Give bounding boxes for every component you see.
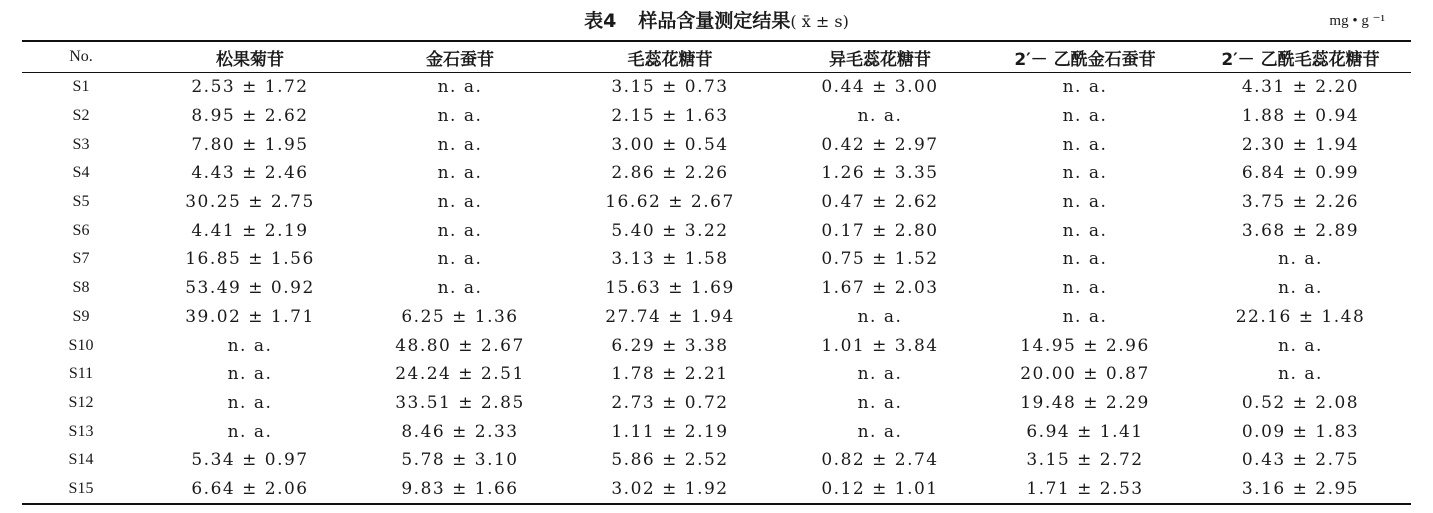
- value-cell: n. a.: [1062, 278, 1108, 299]
- value-cell: 6.64 ± 2.06: [140, 475, 360, 505]
- value-cell: n. a.: [437, 134, 483, 155]
- value-cell: 30.25 ± 2.75: [185, 192, 315, 213]
- value-cell: n. a.: [437, 278, 483, 299]
- sample-id-cell: S12: [68, 393, 94, 411]
- value-cell: n. a.: [857, 364, 903, 385]
- table-row: [22, 274, 1411, 303]
- table-row: [22, 245, 1411, 274]
- value-cell: n. a.: [857, 392, 903, 413]
- value-cell: n. a.: [1062, 106, 1108, 127]
- column-header: 2′－ 乙酰金石蚕苷: [980, 41, 1190, 73]
- value-cell: n. a.: [1062, 134, 1108, 155]
- value-cell: 2.15 ± 1.63: [611, 106, 729, 127]
- unit-label: mg • g ⁻¹: [1329, 13, 1385, 29]
- table-row: [22, 331, 1411, 360]
- table-caption: [0, 8, 1433, 35]
- content-table: [22, 40, 1411, 505]
- value-cell: 4.43 ± 2.46: [191, 163, 309, 184]
- value-cell: 1.71 ± 2.53: [980, 475, 1190, 505]
- sample-id-cell: S15: [22, 475, 140, 505]
- table-row: [22, 188, 1411, 217]
- value-cell: 39.02 ± 1.71: [185, 306, 315, 327]
- value-cell: 1.78 ± 2.21: [611, 364, 729, 385]
- value-cell: 5.86 ± 2.52: [611, 450, 729, 471]
- value-cell: 3.02 ± 1.92: [560, 475, 780, 505]
- value-cell: 2.53 ± 1.72: [191, 77, 309, 98]
- value-cell: n. a.: [1278, 278, 1323, 299]
- value-cell: 19.48 ± 2.29: [1020, 392, 1150, 413]
- value-cell: 0.43 ± 2.75: [1241, 450, 1360, 471]
- value-cell: 5.78 ± 3.10: [401, 450, 519, 471]
- table-row: [22, 475, 1411, 505]
- value-cell: n. a.: [1278, 364, 1323, 385]
- sample-id-cell: S9: [72, 307, 90, 325]
- value-cell: n. a.: [1278, 335, 1323, 356]
- value-cell: 16.62 ± 2.67: [605, 192, 735, 213]
- value-cell: 33.51 ± 2.85: [395, 392, 525, 413]
- value-cell: 53.49 ± 0.92: [185, 278, 315, 299]
- value-cell: n. a.: [227, 364, 273, 385]
- table-header: [22, 41, 1411, 73]
- sample-id-cell: S1: [72, 78, 90, 96]
- value-cell: 6.84 ± 0.99: [1241, 163, 1360, 184]
- value-cell: 27.74 ± 1.94: [605, 306, 735, 327]
- value-cell: n. a.: [1062, 192, 1108, 213]
- sample-id-cell: S7: [72, 250, 90, 268]
- table-row: [22, 216, 1411, 245]
- value-cell: 0.09 ± 1.83: [1241, 421, 1360, 442]
- value-cell: 48.80 ± 2.67: [395, 335, 525, 356]
- value-cell: 16.85 ± 1.56: [185, 249, 315, 270]
- value-cell: 3.13 ± 1.58: [611, 249, 729, 270]
- table-row: [22, 417, 1411, 446]
- header-row: [22, 41, 1411, 73]
- value-cell: 3.75 ± 2.26: [1241, 192, 1360, 213]
- value-cell: 4.41 ± 2.19: [191, 220, 309, 241]
- value-cell: 3.00 ± 0.54: [611, 134, 729, 155]
- value-cell: 2.86 ± 2.26: [611, 163, 729, 184]
- value-cell: 15.63 ± 1.69: [605, 278, 735, 299]
- value-cell: 7.80 ± 1.95: [191, 134, 309, 155]
- value-cell: 3.68 ± 2.89: [1241, 220, 1360, 241]
- value-cell: 5.34 ± 0.97: [191, 450, 309, 471]
- value-cell: 3.15 ± 0.73: [611, 77, 729, 98]
- value-cell: n. a.: [857, 306, 903, 327]
- table-row: [22, 389, 1411, 418]
- value-cell: 1.88 ± 0.94: [1241, 106, 1360, 127]
- value-cell: n. a.: [1278, 249, 1323, 270]
- column-header: 松果菊苷: [140, 41, 360, 73]
- column-header: No.: [22, 41, 140, 73]
- sample-id-cell: S2: [72, 107, 90, 125]
- value-cell: n. a.: [437, 163, 483, 184]
- value-cell: 1.67 ± 2.03: [821, 278, 939, 299]
- value-cell: n. a.: [1062, 163, 1108, 184]
- value-cell: n. a.: [437, 77, 483, 98]
- value-cell: 3.15 ± 2.72: [1026, 450, 1144, 471]
- value-cell: 2.73 ± 0.72: [611, 392, 729, 413]
- value-cell: n. a.: [437, 249, 483, 270]
- value-cell: n. a.: [1062, 220, 1108, 241]
- sample-id-cell: S13: [68, 422, 94, 440]
- value-cell: 9.83 ± 1.66: [360, 475, 560, 505]
- value-cell: 0.82 ± 2.74: [821, 450, 939, 471]
- value-cell: 6.25 ± 1.36: [401, 306, 519, 327]
- value-cell: 4.31 ± 2.20: [1241, 77, 1360, 98]
- value-cell: 0.52 ± 2.08: [1241, 392, 1360, 413]
- value-cell: n. a.: [437, 220, 483, 241]
- table-body: [22, 73, 1411, 505]
- value-cell: 0.42 ± 2.97: [821, 134, 939, 155]
- value-cell: n. a.: [857, 421, 903, 442]
- value-cell: 8.46 ± 2.33: [401, 421, 519, 442]
- value-cell: 8.95 ± 2.62: [191, 106, 309, 127]
- table-row: [22, 360, 1411, 389]
- column-header: 毛蕊花糖苷: [560, 41, 780, 73]
- column-header: 金石蚕苷: [360, 41, 560, 73]
- table-row: [22, 102, 1411, 131]
- value-cell: 5.40 ± 3.22: [611, 220, 729, 241]
- sample-id-cell: S10: [68, 336, 94, 354]
- table-label: 表4: [584, 10, 617, 32]
- value-cell: n. a.: [1062, 249, 1108, 270]
- value-cell: 0.75 ± 1.52: [821, 249, 939, 270]
- value-cell: n. a.: [227, 335, 273, 356]
- sample-id-cell: S3: [72, 135, 90, 153]
- value-cell: 1.11 ± 2.19: [611, 421, 729, 442]
- table-row: [22, 446, 1411, 475]
- column-header: 异毛蕊花糖苷: [780, 41, 980, 73]
- column-header: 2′－ 乙酰毛蕊花糖苷: [1190, 41, 1411, 73]
- value-cell: 6.29 ± 3.38: [611, 335, 729, 356]
- value-cell: 24.24 ± 2.51: [395, 364, 525, 385]
- value-cell: 14.95 ± 2.96: [1020, 335, 1150, 356]
- value-cell: n. a.: [1062, 77, 1108, 98]
- value-cell: 20.00 ± 0.87: [1020, 364, 1150, 385]
- value-cell: 6.94 ± 1.41: [1026, 421, 1144, 442]
- value-cell: n. a.: [857, 106, 903, 127]
- value-cell: 1.01 ± 3.84: [821, 335, 939, 356]
- table-title: 样品含量测定结果: [638, 10, 791, 32]
- value-cell: n. a.: [437, 192, 483, 213]
- table-row: [22, 73, 1411, 102]
- value-cell: 22.16 ± 1.48: [1235, 306, 1366, 327]
- table-row: [22, 303, 1411, 332]
- sample-id-cell: S5: [72, 193, 90, 211]
- value-cell: 2.30 ± 1.94: [1241, 134, 1360, 155]
- sample-id-cell: S4: [72, 164, 90, 182]
- value-cell: n. a.: [227, 421, 273, 442]
- value-cell: 1.26 ± 3.35: [821, 163, 939, 184]
- value-cell: n. a.: [1062, 306, 1108, 327]
- value-cell: n. a.: [227, 392, 273, 413]
- value-cell: 0.47 ± 2.62: [821, 192, 939, 213]
- value-cell: 3.16 ± 2.95: [1190, 475, 1411, 505]
- table-row: [22, 159, 1411, 188]
- sample-id-cell: S11: [68, 365, 94, 383]
- sample-id-cell: S8: [72, 279, 90, 297]
- sample-id-cell: S14: [68, 451, 94, 469]
- value-cell: 0.17 ± 2.80: [821, 220, 939, 241]
- sample-id-cell: S6: [72, 221, 90, 239]
- value-cell: 0.44 ± 3.00: [821, 77, 939, 98]
- caption-formula: ( x̄ ± s): [790, 12, 849, 31]
- table-row: [22, 130, 1411, 159]
- value-cell: n. a.: [437, 106, 483, 127]
- value-cell: 0.12 ± 1.01: [780, 475, 980, 505]
